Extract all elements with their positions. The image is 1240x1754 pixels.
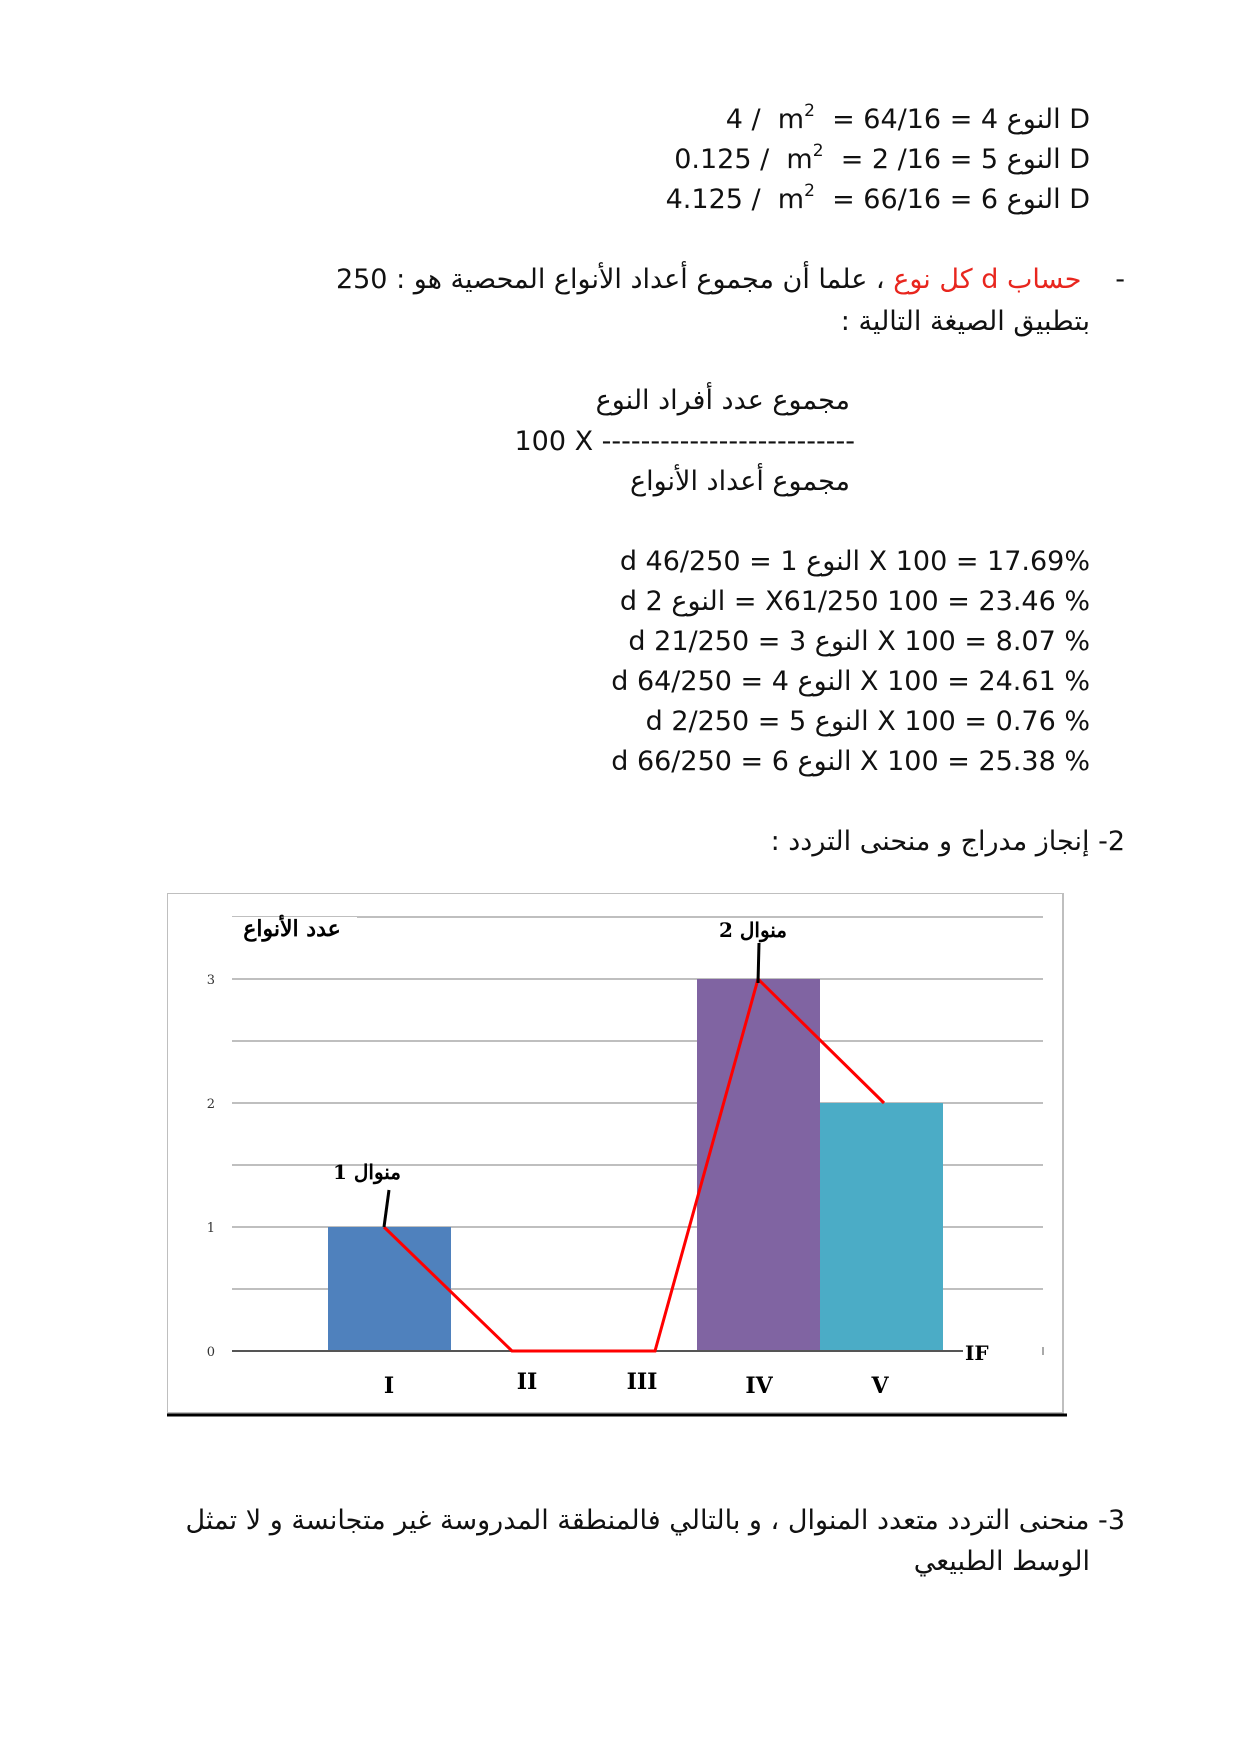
- annotation-leader-line: [758, 943, 759, 983]
- x-tick-label: IV: [745, 1373, 773, 1399]
- formula-denominator: مجموع أعداد الأنواع: [629, 466, 850, 497]
- conclusion-line2: الوسط الطبيعي: [913, 1546, 1090, 1577]
- density-line-6: $4.125 / m^2 = 66/16 = 6$ النوع D: [665, 181, 1090, 215]
- y-tick-label: 0: [206, 1345, 215, 1360]
- bar-I: [328, 1227, 451, 1351]
- d-line-4: d النوع 4 = 64/250 X 100 = 24.61 %: [611, 666, 1090, 697]
- y-tick-label: 3: [206, 973, 215, 988]
- x-tick-label: I: [383, 1373, 395, 1399]
- section2-heading: 2- إنجاز مدراج و منحنى التردد :: [770, 826, 1125, 857]
- x-tick-label: II: [516, 1369, 538, 1395]
- x-tick-label: III: [626, 1369, 658, 1395]
- bar-V: [820, 1103, 943, 1351]
- d-line-5: d النوع 5 = 2/250 X 100 = 0.76 %: [645, 706, 1090, 737]
- d-line-6: d النوع 6 = 66/250 X 100 = 25.38 %: [611, 746, 1090, 777]
- d-line-2: d النوع 2 = X61/250 100 = 23.46 %: [619, 586, 1090, 617]
- bar-IV: [697, 979, 820, 1351]
- x-axis-label: IF: [965, 1341, 989, 1365]
- dominance-intro-line2: بتطبيق الصيغة التالية :: [840, 306, 1090, 337]
- conclusion-line1: 3- منحنى التردد متعدد المنوال ، و بالتالي فالمنطقة المدروسة غير متجانسة و لا تمثل: [185, 1505, 1125, 1536]
- formula-fraction-line: 100 X --------------------------: [514, 426, 855, 457]
- dominance-intro-highlight: حساب d كل نوع: [893, 264, 1082, 295]
- formula-numerator: مجموع عدد أفراد النوع: [595, 385, 850, 416]
- d-line-1: d النوع 1 = 46/250 X 100 = 17.69%: [619, 546, 1090, 577]
- y-tick-label: 2: [206, 1097, 215, 1112]
- dominance-intro-line: - حساب d كل نوع ، علما أن مجموع أعداد الأنواع المحصية هو : 250: [335, 264, 1125, 295]
- density-line-5: $0.125 / m^2 = 2$ /16 = 5 النوع D: [674, 141, 1090, 175]
- histogram-chart: [167, 893, 1067, 1425]
- density-line-4: $4 / m^2 = 64/16 = 4$ النوع D: [725, 101, 1090, 135]
- x-tick-label: V: [871, 1373, 889, 1399]
- y-axis-label: عدد الأنواع: [243, 916, 341, 942]
- d-line-3: d النوع 3 = 21/250 X 100 = 8.07 %: [628, 626, 1090, 657]
- y-tick-label: 1: [206, 1221, 215, 1236]
- mode-annotation-label: منوال 1: [332, 1160, 402, 1184]
- mode-annotation-label: منوال 2: [718, 918, 788, 942]
